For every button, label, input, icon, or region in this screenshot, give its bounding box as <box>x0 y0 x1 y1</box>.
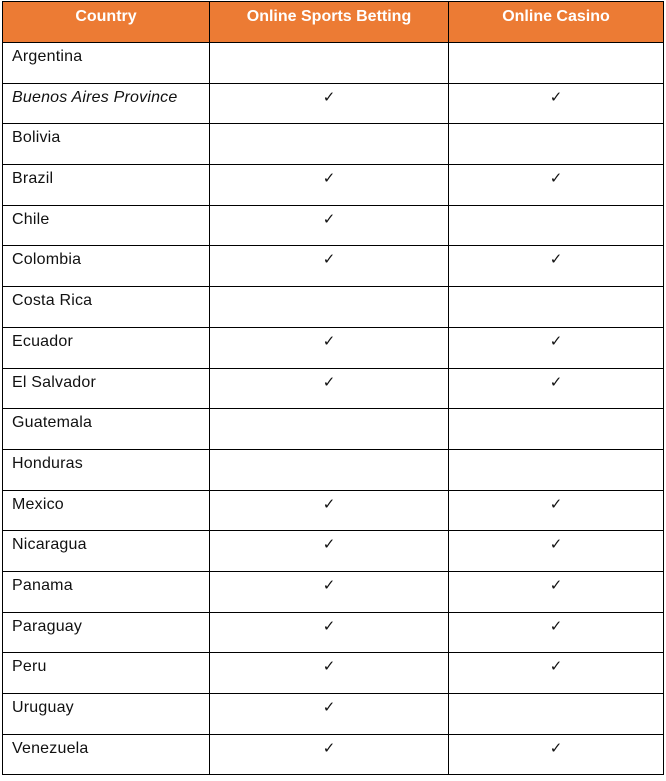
sports-betting-cell <box>210 287 449 328</box>
country-cell: Colombia <box>3 246 210 287</box>
casino-check-icon: ✓ <box>449 83 664 124</box>
header-country: Country <box>3 2 210 43</box>
table-row <box>3 246 664 287</box>
table-row <box>3 734 664 775</box>
country-cell: Paraguay <box>3 612 210 653</box>
country-cell: Mexico <box>3 490 210 531</box>
table-header <box>3 2 664 43</box>
table-row <box>3 409 664 450</box>
casino-cell <box>449 43 664 84</box>
casino-cell <box>449 694 664 735</box>
country-cell: Honduras <box>3 449 210 490</box>
sports-betting-cell <box>210 449 449 490</box>
casino-check-icon: ✓ <box>449 490 664 531</box>
table-row <box>3 571 664 612</box>
casino-check-icon: ✓ <box>449 734 664 775</box>
legality-table <box>2 1 664 775</box>
country-cell: Ecuador <box>3 327 210 368</box>
header-row <box>3 2 664 43</box>
table-row <box>3 83 664 124</box>
table-row <box>3 287 664 328</box>
casino-cell <box>449 287 664 328</box>
country-cell: Bolivia <box>3 124 210 165</box>
casino-check-icon: ✓ <box>449 246 664 287</box>
country-cell: Buenos Aires Province <box>3 83 210 124</box>
sports-betting-check-icon: ✓ <box>210 327 449 368</box>
header-online-casino: Online Casino <box>449 2 664 43</box>
casino-cell <box>449 449 664 490</box>
country-cell: Uruguay <box>3 694 210 735</box>
casino-check-icon: ✓ <box>449 327 664 368</box>
casino-cell <box>449 124 664 165</box>
table-row <box>3 531 664 572</box>
sports-betting-cell <box>210 124 449 165</box>
table-row <box>3 612 664 653</box>
table-row <box>3 43 664 84</box>
sports-betting-check-icon: ✓ <box>210 205 449 246</box>
table-row <box>3 490 664 531</box>
sports-betting-cell <box>210 409 449 450</box>
table-row <box>3 694 664 735</box>
country-cell: Costa Rica <box>3 287 210 328</box>
sports-betting-check-icon: ✓ <box>210 368 449 409</box>
sports-betting-check-icon: ✓ <box>210 571 449 612</box>
table-row <box>3 368 664 409</box>
sports-betting-check-icon: ✓ <box>210 83 449 124</box>
casino-check-icon: ✓ <box>449 531 664 572</box>
casino-cell <box>449 409 664 450</box>
table-row <box>3 653 664 694</box>
country-cell: Brazil <box>3 165 210 206</box>
country-cell: El Salvador <box>3 368 210 409</box>
country-cell: Panama <box>3 571 210 612</box>
sports-betting-check-icon: ✓ <box>210 490 449 531</box>
casino-check-icon: ✓ <box>449 571 664 612</box>
sports-betting-check-icon: ✓ <box>210 734 449 775</box>
sports-betting-cell <box>210 43 449 84</box>
country-cell: Guatemala <box>3 409 210 450</box>
country-cell: Argentina <box>3 43 210 84</box>
sports-betting-check-icon: ✓ <box>210 531 449 572</box>
sports-betting-check-icon: ✓ <box>210 694 449 735</box>
casino-check-icon: ✓ <box>449 612 664 653</box>
sports-betting-check-icon: ✓ <box>210 612 449 653</box>
table-row <box>3 449 664 490</box>
country-cell: Venezuela <box>3 734 210 775</box>
sports-betting-check-icon: ✓ <box>210 246 449 287</box>
country-cell: Peru <box>3 653 210 694</box>
casino-check-icon: ✓ <box>449 368 664 409</box>
country-cell: Nicaragua <box>3 531 210 572</box>
table-row <box>3 205 664 246</box>
sports-betting-check-icon: ✓ <box>210 653 449 694</box>
header-online-sports-betting: Online Sports Betting <box>210 2 449 43</box>
country-cell: Chile <box>3 205 210 246</box>
table-row <box>3 327 664 368</box>
table-row <box>3 124 664 165</box>
table-row <box>3 165 664 206</box>
table-body <box>3 43 664 775</box>
sports-betting-check-icon: ✓ <box>210 165 449 206</box>
casino-cell <box>449 205 664 246</box>
casino-check-icon: ✓ <box>449 165 664 206</box>
casino-check-icon: ✓ <box>449 653 664 694</box>
